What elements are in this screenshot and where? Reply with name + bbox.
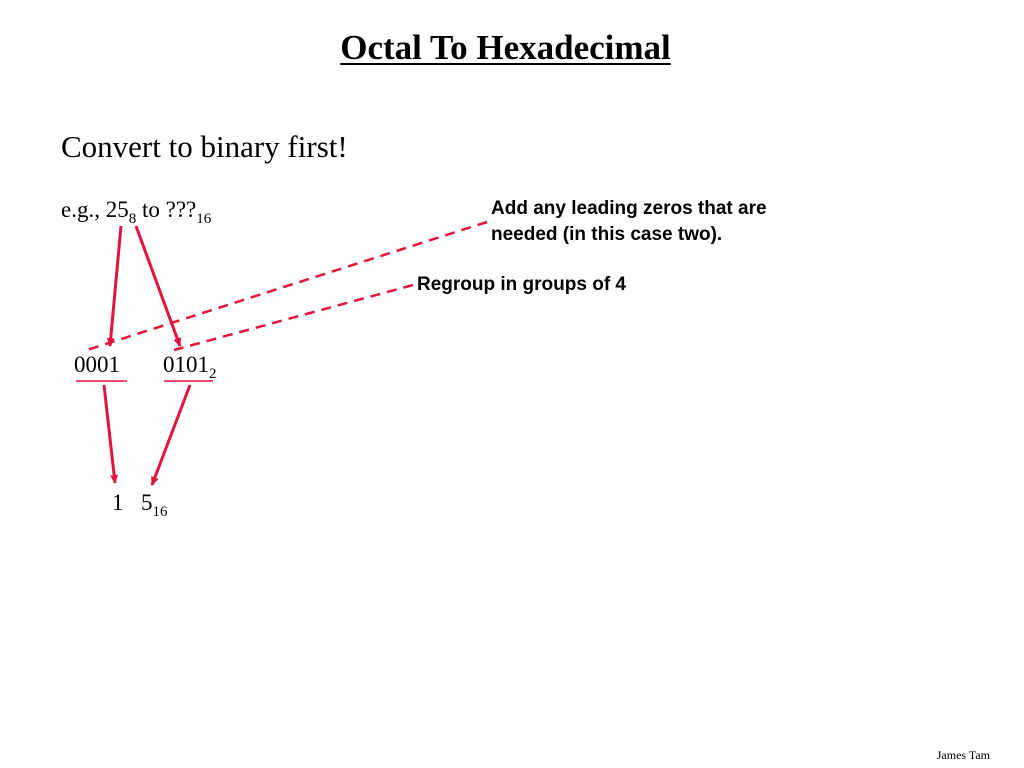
hex-digit-1: 1 (112, 490, 124, 515)
hex-digit-2-value: 5 (141, 490, 153, 515)
arrow-digit-2-to-binary (110, 226, 121, 346)
example-from-base: 8 (128, 211, 137, 227)
arrow-group-1-to-hex (104, 385, 115, 483)
note-leading-zeros: Add any leading zeros that are needed (in this case two). (491, 198, 767, 245)
note-regroup: Regroup in groups of 4 (417, 274, 626, 295)
example-prefix: e.g., 25 (61, 197, 129, 222)
example-middle: to ??? (136, 197, 197, 222)
binary-group-2-digits: 0101 (163, 352, 209, 377)
author-credit: James Tam (936, 748, 990, 762)
hex-base: 16 (152, 504, 168, 520)
regroup-pointer (174, 285, 413, 350)
intro-text: Convert to binary first! (61, 129, 348, 164)
binary-base: 2 (209, 366, 217, 382)
leading-zeros-pointer (87, 222, 487, 350)
arrow-group-2-to-hex (152, 385, 190, 485)
slide-title: Octal To Hexadecimal (340, 28, 671, 67)
binary-group-1: 0001 (74, 352, 120, 377)
example-to-base: 16 (196, 211, 212, 227)
